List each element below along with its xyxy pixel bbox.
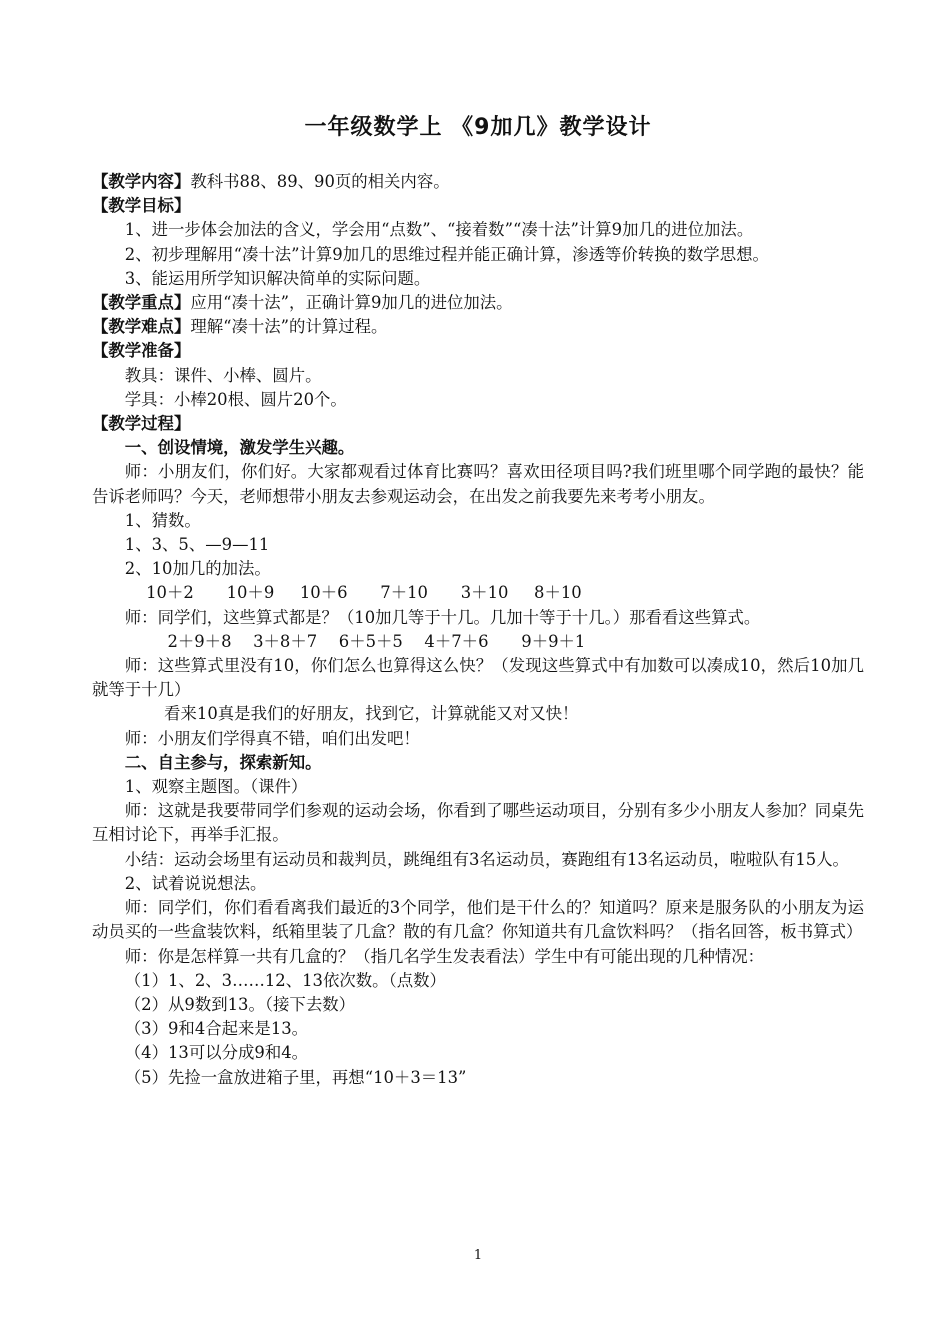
key-point-label: 【教学重点】 — [92, 293, 191, 313]
list-item: （4）13可以分成9和4。 — [124, 1043, 309, 1063]
content-line — [92, 170, 864, 194]
prep-student: 学具：小棒20根、圆片20个。 — [124, 389, 347, 409]
paragraph: 1、3、5、—9—11 — [124, 535, 270, 555]
section-heading: 一、创设情境，激发学生兴趣。 — [124, 438, 355, 458]
paragraph: 师：这就是我要带同学们参观的运动会场，你看到了哪些运动项目，分别有多少小朋友人参加？同桌先互相讨论下，再举手汇报。 — [92, 801, 864, 845]
goals-label: 【教学目标】 — [92, 196, 191, 216]
content-text: 教科书88、89、90页的相关内容。 — [190, 172, 450, 191]
process-label: 【教学过程】 — [92, 414, 191, 434]
document-body — [92, 170, 864, 1090]
paragraph: 小结：运动会场里有运动员和裁判员，跳绳组有3名运动员，赛跑组有13名运动员，啦啦队有15人。 — [124, 849, 849, 869]
section-heading: 二、自主参与，探索新知。 — [124, 752, 322, 772]
paragraph: 师：这些算式里没有10，你们怎么也算得这么快？（发现这些算式中有加数可以凑成10，然后10加几就等于十几） — [92, 656, 864, 700]
difficulty-label: 【教学难点】 — [92, 317, 191, 337]
paragraph: 2、10加几的加法。 — [124, 559, 271, 579]
list-item: （3）9和4合起来是13。 — [124, 1019, 309, 1039]
document-title: 一年级数学上 《9加几》教学设计 — [304, 115, 652, 140]
list-item: （2）从9数到13。（接下去数） — [124, 994, 355, 1014]
key-point-text: 应用“凑十法”，正确计算9加几的进位加法。 — [190, 293, 513, 313]
difficulty-line — [92, 315, 864, 339]
paragraph: 师：同学们，你们看看离我们最近的3个同学，他们是干什么的？知道吗？原来是服务队的小朋友为运动员买的一些盒装饮料，纸箱里装了几盒？散的有几盒？你知道共有几盒饮料吗？（指名回答，板书算式） — [92, 898, 864, 942]
prep-teacher: 教具：课件、小棒、圆片。 — [124, 365, 322, 385]
page-number: 1 — [473, 1248, 483, 1263]
key-point-line — [92, 291, 864, 315]
paragraph: 看来10真是我们的好朋友，找到它，计算就能又对又快！ — [164, 704, 579, 724]
paragraph: 1、观察主题图。（课件） — [124, 777, 308, 797]
difficulty-text: 理解“凑十法”的计算过程。 — [190, 317, 388, 337]
goal-item: 2、初步理解用“凑十法”计算9加几的思维过程并能正确计算，渗透等价转换的数学思想。 — [124, 244, 769, 264]
paragraph: 师：你是怎样算一共有几盒的？（指几名学生发表看法）学生中有可能出现的几种情况： — [124, 946, 765, 966]
formula-line: 10＋2 10＋9 10＋6 7＋10 3＋10 8＋10 — [146, 583, 582, 603]
content-label: 【教学内容】 — [92, 172, 191, 191]
prep-label: 【教学准备】 — [92, 341, 191, 361]
paragraph: 师：小朋友们，你们好。大家都观看过体育比赛吗？喜欢田径项目吗?我们班里哪个同学跑的最快？能告诉老师吗？今天，老师想带小朋友去参观运动会，在出发之前我要先来考考小朋友。 — [92, 462, 864, 506]
formula-line: 2＋9＋8 3＋8＋7 6＋5＋5 4＋7＋6 9＋9＋1 — [167, 631, 586, 651]
list-item: （1）1、2、3……12、13依次数。（点数） — [124, 970, 446, 990]
paragraph: 师：小朋友们学得真不错，咱们出发吧！ — [124, 728, 420, 748]
paragraph: 师：同学们，这些算式都是？（10加几等于十几。几加十等于十几。）那看看这些算式。 — [124, 607, 761, 627]
goal-item: 1、进一步体会加法的含义，学会用“点数”、“接着数”“凑十法”计算9加几的进位加法。 — [124, 220, 754, 240]
list-item: （5）先捡一盒放进箱子里，再想“10＋3＝13” — [124, 1067, 467, 1087]
goal-item: 3、能运用所学知识解决简单的实际问题。 — [124, 268, 431, 288]
paragraph: 1、猜数。 — [124, 510, 201, 530]
paragraph: 2、试着说说想法。 — [124, 873, 267, 893]
